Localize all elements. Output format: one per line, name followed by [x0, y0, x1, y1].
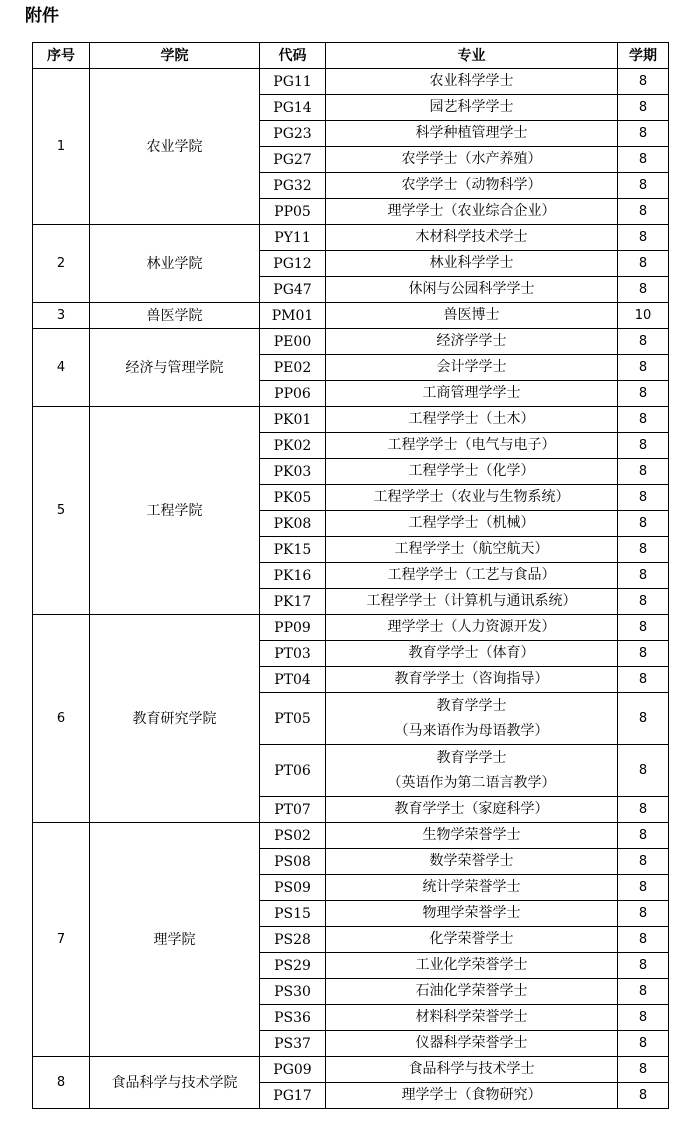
header-semester: 学期: [618, 43, 669, 69]
program-major: [326, 407, 618, 433]
program-code: PP05: [260, 199, 326, 225]
major-line: 数学荣誉学士: [429, 853, 514, 869]
table-row: [33, 303, 669, 329]
major-line: 工程学学士（计算机与通讯系统）: [366, 593, 577, 609]
program-semesters: 8: [618, 823, 669, 849]
program-code: PK16: [260, 563, 326, 589]
program-major: [326, 381, 618, 407]
program-code: PY11: [260, 225, 326, 251]
program-major: [326, 537, 618, 563]
program-code: PK01: [260, 407, 326, 433]
major-line: 园艺科学学士: [429, 99, 514, 115]
header-no: 序号: [33, 43, 90, 69]
group-number: 6: [33, 615, 90, 823]
program-semesters: 8: [618, 69, 669, 95]
program-code: PG17: [260, 1083, 326, 1109]
program-semesters: 10: [618, 303, 669, 329]
program-major: [326, 823, 618, 849]
program-semesters: 8: [618, 355, 669, 381]
program-major: [326, 641, 618, 667]
program-code: PS30: [260, 979, 326, 1005]
program-code: PM01: [260, 303, 326, 329]
program-major: [326, 667, 618, 693]
program-major: [326, 1005, 618, 1031]
header-college: 学院: [90, 43, 260, 69]
program-code: PT05: [260, 693, 326, 745]
table-body: [33, 69, 669, 1109]
program-code: PT04: [260, 667, 326, 693]
program-code: PK05: [260, 485, 326, 511]
program-major: [326, 121, 618, 147]
major-line: 农业科学学士: [429, 73, 514, 89]
college-name: 工程学院: [90, 407, 260, 615]
program-major: [326, 95, 618, 121]
program-major: [326, 615, 618, 641]
program-major: [326, 1031, 618, 1057]
major-line: 石油化学荣誉学士: [415, 983, 528, 999]
program-major: [326, 511, 618, 537]
program-major: [326, 875, 618, 901]
major-line: 物理学荣誉学士: [422, 905, 521, 921]
program-semesters: 8: [618, 381, 669, 407]
program-major: [326, 251, 618, 277]
major-line: 兽医博士: [443, 307, 500, 323]
table-row: [33, 407, 669, 433]
program-major: [326, 199, 618, 225]
major-line: 科学种植管理学士: [415, 125, 528, 141]
group-number: 2: [33, 225, 90, 303]
major-line: 工程学学士（工艺与食品）: [387, 567, 556, 583]
major-line: 经济学学士: [436, 333, 507, 349]
table-row: [33, 615, 669, 641]
major-line: 统计学荣誉学士: [422, 879, 521, 895]
program-semesters: 8: [618, 667, 669, 693]
major-line: 工程学学士（化学）: [408, 463, 535, 479]
program-semesters: 8: [618, 251, 669, 277]
program-code: PS08: [260, 849, 326, 875]
program-code: PG47: [260, 277, 326, 303]
program-semesters: 8: [618, 511, 669, 537]
program-semesters: 8: [618, 1005, 669, 1031]
group-number: 8: [33, 1057, 90, 1109]
program-semesters: 8: [618, 979, 669, 1005]
program-major: [326, 589, 618, 615]
program-major: [326, 303, 618, 329]
program-semesters: 8: [618, 875, 669, 901]
program-code: PK17: [260, 589, 326, 615]
college-name: 农业学院: [90, 69, 260, 225]
program-semesters: 8: [618, 459, 669, 485]
program-semesters: 8: [618, 199, 669, 225]
program-major: [326, 953, 618, 979]
program-code: PG32: [260, 173, 326, 199]
major-line: 工程学学士（机械）: [408, 515, 535, 531]
program-semesters: 8: [618, 745, 669, 797]
program-major: [326, 927, 618, 953]
program-code: PP09: [260, 615, 326, 641]
major-line: 教育学学士: [436, 698, 507, 714]
program-code: PE02: [260, 355, 326, 381]
college-name: 理学院: [90, 823, 260, 1057]
major-line: 工程学学士（电气与电子）: [387, 437, 556, 453]
college-name: 兽医学院: [90, 303, 260, 329]
group-number: 4: [33, 329, 90, 407]
program-code: PK08: [260, 511, 326, 537]
program-code: PS37: [260, 1031, 326, 1057]
program-major: [326, 433, 618, 459]
college-name: 经济与管理学院: [90, 329, 260, 407]
group-number: 5: [33, 407, 90, 615]
program-major: [326, 797, 618, 823]
program-major: [326, 849, 618, 875]
major-line: 工商管理学学士: [422, 385, 521, 401]
header-code: 代码: [260, 43, 326, 69]
major-line: 理学学士（食物研究）: [401, 1087, 542, 1103]
program-semesters: 8: [618, 1083, 669, 1109]
program-code: PP06: [260, 381, 326, 407]
program-semesters: 8: [618, 953, 669, 979]
program-major: [326, 355, 618, 381]
program-code: PG14: [260, 95, 326, 121]
program-major: [326, 173, 618, 199]
program-semesters: 8: [618, 641, 669, 667]
program-semesters: 8: [618, 329, 669, 355]
college-name: 食品科学与技术学院: [90, 1057, 260, 1109]
major-line: 工程学学士（土木）: [408, 411, 535, 427]
program-code: PK02: [260, 433, 326, 459]
program-semesters: 8: [618, 95, 669, 121]
program-code: PG27: [260, 147, 326, 173]
group-number: 1: [33, 69, 90, 225]
program-semesters: 8: [618, 173, 669, 199]
program-code: PG09: [260, 1057, 326, 1083]
major-line: 材料科学荣誉学士: [415, 1009, 528, 1025]
program-semesters: 8: [618, 147, 669, 173]
program-code: PT06: [260, 745, 326, 797]
program-major: [326, 563, 618, 589]
major-line: 工程学学士（航空航天）: [394, 541, 549, 557]
program-code: PT03: [260, 641, 326, 667]
major-line: 农学学士（水产养殖）: [401, 151, 542, 167]
major-line: （马来语作为母语教学）: [394, 723, 549, 739]
major-line: 仪器科学荣誉学士: [415, 1035, 528, 1051]
major-line: 教育学学士: [436, 750, 507, 766]
program-code: PG23: [260, 121, 326, 147]
program-major: [326, 745, 618, 797]
program-semesters: 8: [618, 277, 669, 303]
program-semesters: 8: [618, 225, 669, 251]
major-line: 理学学士（人力资源开发）: [387, 619, 556, 635]
programs-table: [32, 42, 669, 1109]
program-semesters: 8: [618, 485, 669, 511]
program-code: PS28: [260, 927, 326, 953]
program-major: [326, 979, 618, 1005]
program-code: PK03: [260, 459, 326, 485]
program-code: PS36: [260, 1005, 326, 1031]
program-code: PS09: [260, 875, 326, 901]
program-semesters: 8: [618, 121, 669, 147]
program-semesters: 8: [618, 1031, 669, 1057]
header-row: [33, 43, 669, 69]
program-major: [326, 277, 618, 303]
table-row: [33, 329, 669, 355]
program-major: [326, 1083, 618, 1109]
page-title: 附件: [25, 6, 59, 26]
program-semesters: 8: [618, 563, 669, 589]
program-major: [326, 693, 618, 745]
program-major: [326, 485, 618, 511]
program-semesters: 8: [618, 433, 669, 459]
major-line: 农学学士（动物科学）: [401, 177, 542, 193]
table-row: [33, 823, 669, 849]
table-row: [33, 69, 669, 95]
major-line: 生物学荣誉学士: [422, 827, 521, 843]
major-line: 教育学学士（家庭科学）: [394, 801, 549, 817]
major-line: 工程学学士（农业与生物系统）: [373, 489, 570, 505]
program-major: [326, 147, 618, 173]
program-major: [326, 225, 618, 251]
major-line: 林业科学学士: [429, 255, 514, 271]
program-semesters: 8: [618, 849, 669, 875]
program-semesters: 8: [618, 615, 669, 641]
program-major: [326, 329, 618, 355]
program-semesters: 8: [618, 797, 669, 823]
major-line: 教育学学士（咨询指导）: [394, 671, 549, 687]
college-name: 教育研究学院: [90, 615, 260, 823]
program-code: PS29: [260, 953, 326, 979]
program-semesters: 8: [618, 693, 669, 745]
college-name: 林业学院: [90, 225, 260, 303]
major-line: （英语作为第二语言教学）: [387, 775, 556, 791]
program-code: PS02: [260, 823, 326, 849]
program-semesters: 8: [618, 537, 669, 563]
program-code: PK15: [260, 537, 326, 563]
major-line: 木材科学技术学士: [415, 229, 528, 245]
program-code: PT07: [260, 797, 326, 823]
major-line: 教育学学士（体育）: [408, 645, 535, 661]
major-line: 食品科学与技术学士: [408, 1061, 535, 1077]
program-major: [326, 1057, 618, 1083]
program-semesters: 8: [618, 407, 669, 433]
major-line: 理学学士（农业综合企业）: [387, 203, 556, 219]
program-semesters: 8: [618, 927, 669, 953]
major-line: 化学荣誉学士: [429, 931, 514, 947]
program-major: [326, 69, 618, 95]
major-line: 休闲与公园科学学士: [408, 281, 535, 297]
table-row: [33, 1057, 669, 1083]
major-line: 工业化学荣誉学士: [415, 957, 528, 973]
program-semesters: 8: [618, 1057, 669, 1083]
program-code: PG11: [260, 69, 326, 95]
table-row: [33, 225, 669, 251]
group-number: 7: [33, 823, 90, 1057]
program-major: [326, 901, 618, 927]
program-semesters: 8: [618, 589, 669, 615]
program-major: [326, 459, 618, 485]
header-major: 专业: [326, 43, 618, 69]
program-code: PG12: [260, 251, 326, 277]
program-code: PE00: [260, 329, 326, 355]
program-code: PS15: [260, 901, 326, 927]
major-line: 会计学学士: [436, 359, 507, 375]
program-semesters: 8: [618, 901, 669, 927]
group-number: 3: [33, 303, 90, 329]
